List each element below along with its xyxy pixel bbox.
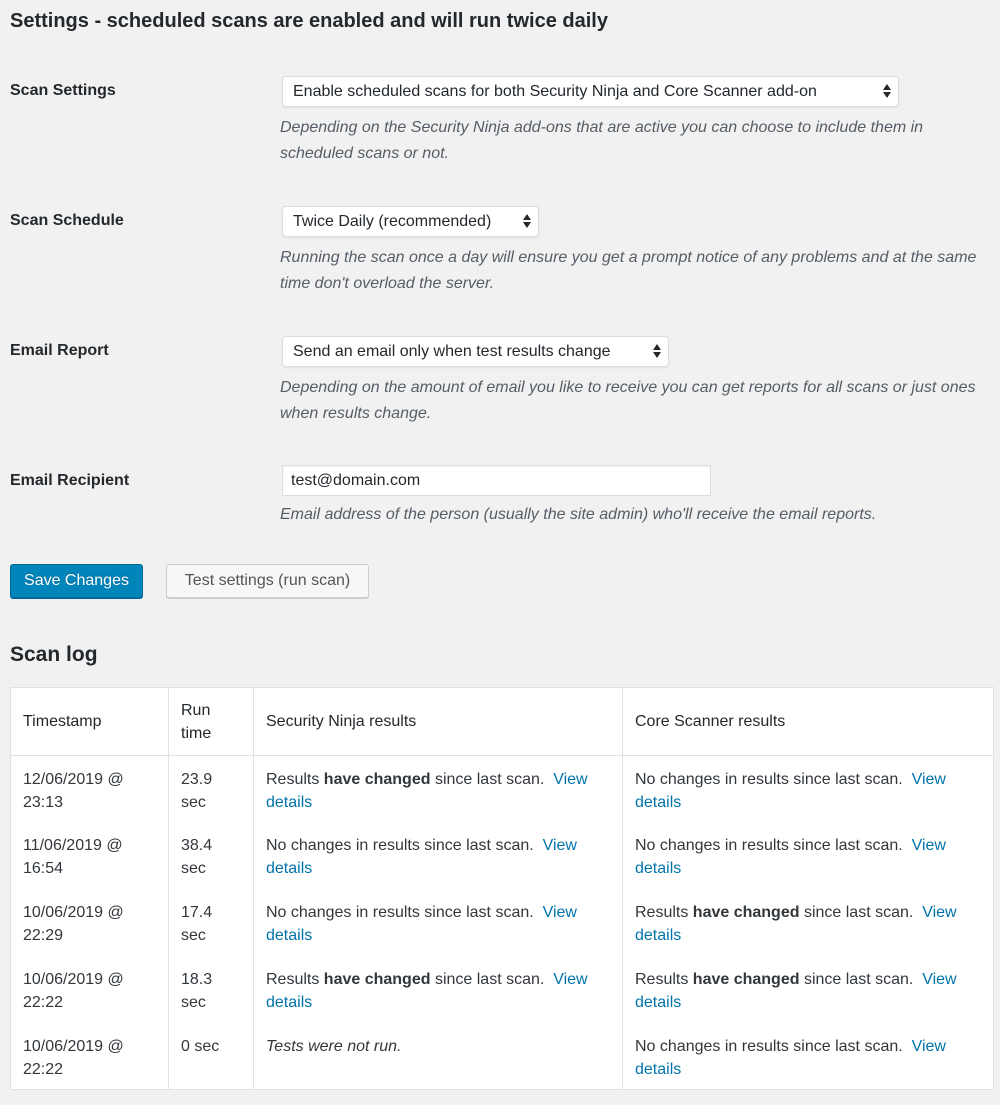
run-time-cell: 38.4 sec: [169, 822, 254, 889]
not-run-text: Tests were not run.: [266, 1037, 402, 1055]
table-row: [11, 822, 994, 889]
email-report-label: Email Report: [10, 342, 109, 359]
view-details-link[interactable]: View details: [635, 1037, 946, 1078]
result-text-suffix: since last scan.: [799, 904, 914, 922]
security-ninja-result-cell: [254, 822, 623, 889]
scan-settings-select-value: Enable scheduled scans for both Security Ninja and Core Scanner add-on: [293, 83, 817, 100]
result-text-prefix: Results: [635, 904, 693, 922]
email-recipient-description: Email address of the person (usually the site admin) who'll receive the email reports.: [280, 506, 877, 523]
scan-settings-description: Depending on the Security Ninja add-ons that are active you can choose to include them in scheduled scans or not.: [280, 119, 924, 162]
scan-schedule-label: Scan Schedule: [10, 212, 124, 229]
core-scanner-result-cell: [623, 956, 994, 1023]
scan-settings-select[interactable]: [282, 76, 899, 107]
scan-schedule-select-value: Twice Daily (recommended): [293, 213, 492, 230]
save-changes-button[interactable]: Save Changes: [10, 564, 143, 598]
run-time-cell: 18.3 sec: [169, 956, 254, 1023]
result-text: No changes in results since last scan.: [266, 837, 534, 855]
result-text-prefix: Results: [635, 970, 693, 988]
table-row: [11, 1023, 994, 1090]
result-changed-emphasis: have changed: [323, 970, 431, 988]
table-row: [11, 756, 994, 823]
view-details-link[interactable]: View details: [635, 904, 957, 945]
email-report-select[interactable]: [282, 336, 669, 367]
view-details-link[interactable]: View details: [635, 837, 946, 878]
email-recipient-input[interactable]: [282, 465, 711, 496]
scan-log-title: Scan log: [10, 643, 98, 666]
run-time-cell: 0 sec: [169, 1023, 254, 1090]
scan-schedule-description: Running the scan once a day will ensure you get a prompt notice of any problems and at the same time don't overload the server.: [280, 249, 977, 292]
view-details-link[interactable]: View details: [635, 970, 957, 1011]
view-details-link[interactable]: View details: [266, 837, 577, 878]
timestamp-cell: 11/06/2019 @ 16:54: [11, 822, 169, 889]
email-recipient-label: Email Recipient: [10, 472, 130, 489]
email-report-select-value: Send an email only when test results change: [293, 343, 611, 360]
timestamp-header: Timestamp: [11, 688, 169, 756]
timestamp-cell: 10/06/2019 @ 22:22: [11, 1023, 169, 1090]
test-settings-button[interactable]: Test settings (run scan): [166, 564, 369, 598]
select-arrows-icon: [883, 84, 891, 98]
scan-settings-label: Scan Settings: [10, 82, 116, 99]
table-header-row: [11, 688, 994, 756]
result-text-suffix: since last scan.: [430, 970, 545, 988]
security-ninja-result-cell: [254, 889, 623, 956]
result-text-suffix: since last scan.: [430, 771, 545, 788]
scan-schedule-select[interactable]: [282, 206, 539, 237]
select-arrows-icon: [653, 344, 661, 358]
run-time-cell: 23.9 sec: [169, 756, 254, 823]
view-details-link[interactable]: View details: [266, 771, 588, 811]
core-scanner-result-cell: [623, 822, 994, 889]
scan-log-table: [10, 687, 994, 1090]
core-scanner-results-header: Core Scanner results: [623, 688, 994, 756]
view-details-link[interactable]: View details: [266, 970, 588, 1011]
view-details-link[interactable]: View details: [635, 771, 946, 811]
result-text-prefix: Results: [266, 771, 324, 788]
select-arrows-icon: [523, 214, 531, 228]
timestamp-cell: 10/06/2019 @ 22:22: [11, 956, 169, 1023]
result-text-suffix: since last scan.: [799, 970, 914, 988]
core-scanner-result-cell: [623, 756, 994, 823]
result-changed-emphasis: have changed: [692, 970, 800, 988]
security-ninja-results-header: Security Ninja results: [254, 688, 623, 756]
core-scanner-result-cell: [623, 1023, 994, 1090]
timestamp-cell: 12/06/2019 @ 23:13: [11, 756, 169, 823]
security-ninja-result-cell: [254, 956, 623, 1023]
result-changed-emphasis: have changed: [692, 904, 800, 922]
security-ninja-result-cell: [254, 756, 623, 823]
run-time-header: Run time: [169, 688, 254, 756]
email-report-description: Depending on the amount of email you like to receive you can get reports for all scans or just ones when results change.: [280, 379, 976, 422]
result-text: No changes in results since last scan.: [635, 771, 903, 788]
table-row: [11, 956, 994, 1023]
result-changed-emphasis: have changed: [323, 771, 431, 788]
run-time-cell: 17.4 sec: [169, 889, 254, 956]
timestamp-cell: 10/06/2019 @ 22:29: [11, 889, 169, 956]
table-row: [11, 889, 994, 956]
result-text-prefix: Results: [266, 970, 324, 988]
view-details-link[interactable]: View details: [266, 904, 577, 945]
core-scanner-result-cell: [623, 889, 994, 956]
page-title: Settings - scheduled scans are enabled and will run twice daily: [10, 10, 608, 32]
result-text: No changes in results since last scan.: [635, 837, 903, 855]
result-text: No changes in results since last scan.: [635, 1037, 903, 1055]
security-ninja-result-cell: [254, 1023, 623, 1090]
result-text: No changes in results since last scan.: [266, 904, 534, 922]
